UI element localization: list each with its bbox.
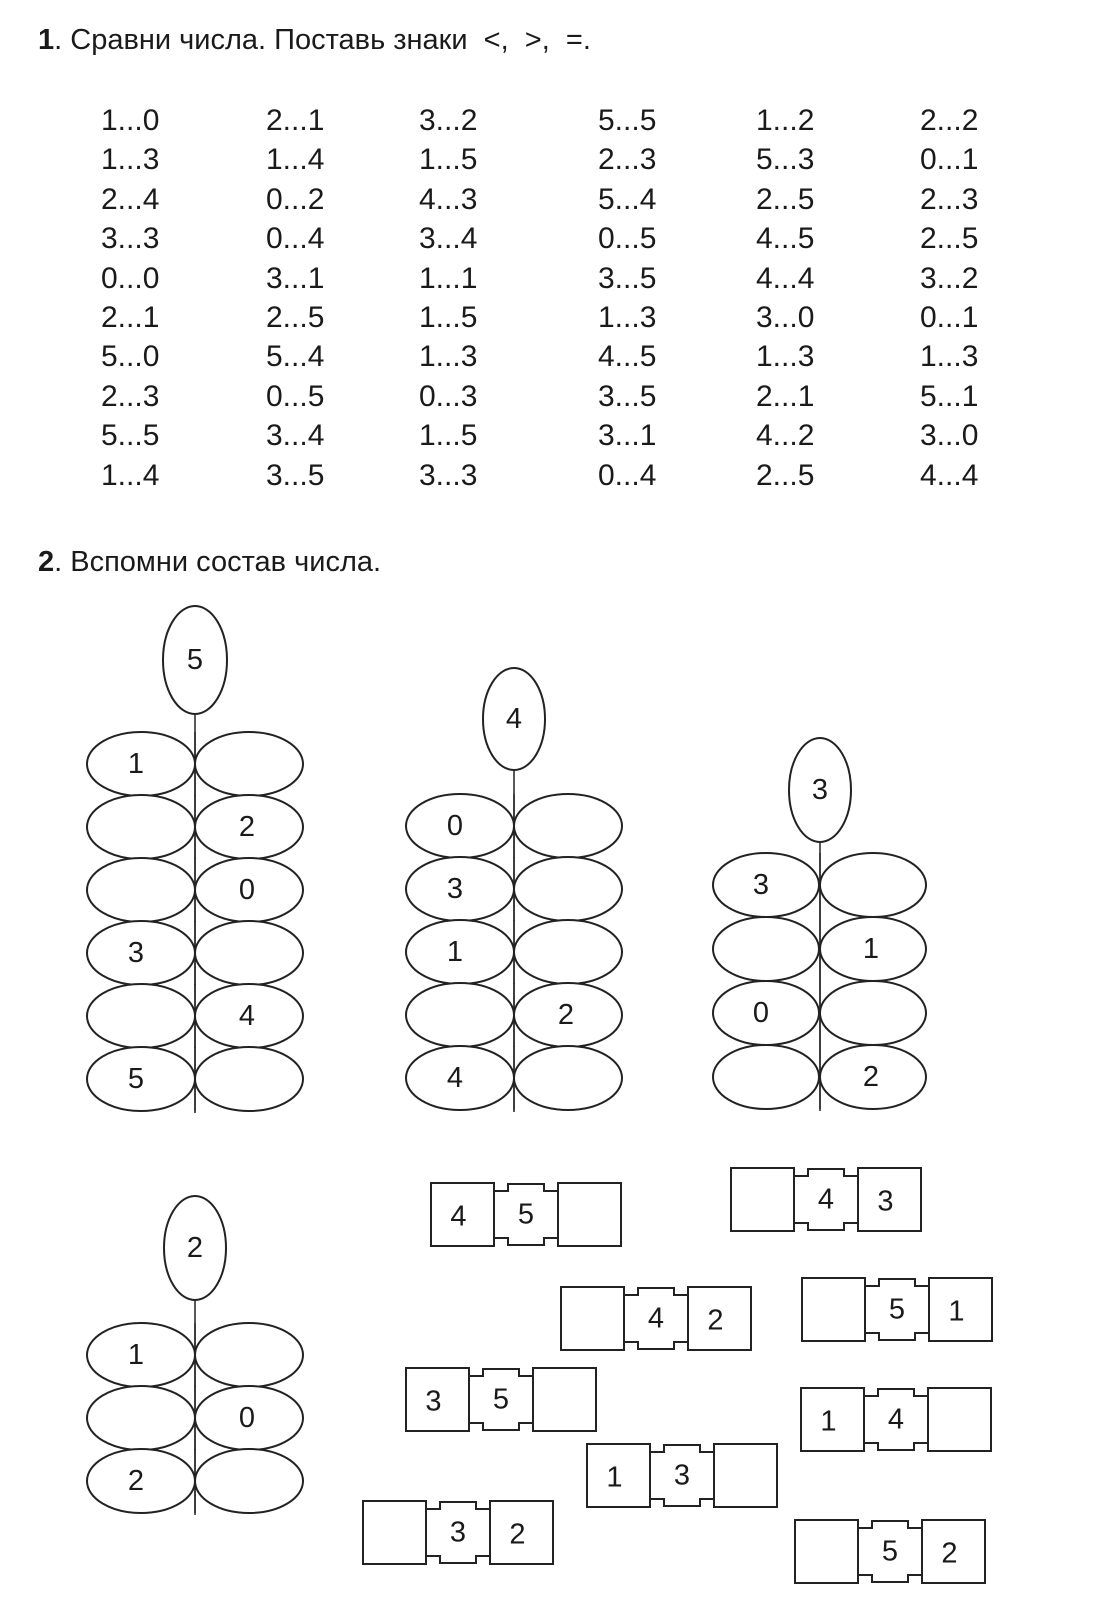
- leaf-left-oval[interactable]: [87, 858, 195, 922]
- number-puzzle: [802, 1278, 992, 1341]
- leaf-left-number: 2: [127, 1465, 145, 1497]
- comparison-item[interactable]: 2...3: [598, 143, 657, 177]
- puzzle-right-box[interactable]: [533, 1368, 596, 1431]
- puzzle-left-box[interactable]: [802, 1278, 865, 1341]
- number-puzzle: [561, 1287, 751, 1350]
- comparison-item[interactable]: 5...5: [101, 419, 160, 453]
- puzzle-left-number: 3: [425, 1385, 442, 1418]
- number-puzzle: [587, 1444, 777, 1507]
- puzzle-middle-number: 4: [817, 1183, 835, 1216]
- comparison-item[interactable]: 2...1: [756, 379, 815, 413]
- comparison-item[interactable]: 2...3: [101, 379, 160, 413]
- comparison-item[interactable]: 2...3: [920, 182, 979, 216]
- puzzle-middle-number: 3: [673, 1459, 691, 1492]
- comparison-item[interactable]: 1...5: [419, 300, 478, 334]
- leaf-left-number: 1: [446, 936, 464, 968]
- leaf-right-oval[interactable]: [514, 1046, 622, 1110]
- comparison-item[interactable]: 2...5: [266, 300, 325, 334]
- number-puzzle: [795, 1520, 985, 1583]
- comparison-item[interactable]: 4...4: [920, 458, 979, 492]
- comparison-item[interactable]: 3...4: [419, 222, 478, 256]
- leaf-right-oval[interactable]: [514, 857, 622, 921]
- number-tree: [406, 668, 622, 1112]
- leaf-left-oval[interactable]: [87, 984, 195, 1048]
- puzzle-middle-number: 5: [492, 1383, 510, 1416]
- puzzle-middle-number: 3: [449, 1516, 467, 1549]
- leaf-left-number: 1: [127, 1339, 145, 1371]
- leaf-right-oval[interactable]: [514, 920, 622, 984]
- puzzle-middle-number: 5: [517, 1198, 535, 1231]
- comparison-item[interactable]: 3...0: [920, 419, 979, 453]
- puzzle-left-box[interactable]: [363, 1501, 426, 1564]
- comparison-item[interactable]: 1...4: [266, 143, 325, 177]
- comparison-item[interactable]: 4...5: [598, 340, 657, 374]
- comparison-item[interactable]: 3...5: [598, 261, 657, 295]
- leaf-left-oval[interactable]: [713, 917, 819, 981]
- comparison-item[interactable]: 3...3: [419, 458, 478, 492]
- puzzle-middle-number: 5: [881, 1535, 899, 1568]
- comparison-item[interactable]: 5...0: [101, 340, 160, 374]
- comparison-item[interactable]: 2...1: [101, 300, 160, 334]
- comparison-item[interactable]: 3...2: [920, 261, 979, 295]
- task-2-text: . Вспомни состав числа.: [54, 546, 382, 578]
- comparison-item[interactable]: 5...3: [756, 143, 815, 177]
- comparison-item[interactable]: 4...5: [756, 222, 815, 256]
- leaf-left-oval[interactable]: [713, 1045, 819, 1109]
- puzzle-right-box[interactable]: [558, 1183, 621, 1246]
- comparison-item[interactable]: 2...2: [920, 104, 979, 137]
- tree-top-number: 2: [186, 1232, 204, 1264]
- puzzle-right-number: 2: [509, 1518, 526, 1551]
- puzzle-right-number: 2: [707, 1304, 724, 1337]
- leaf-right-oval[interactable]: [820, 853, 926, 917]
- comparison-item[interactable]: 0...5: [266, 379, 325, 413]
- comparison-item[interactable]: 3...5: [598, 379, 657, 413]
- leaf-left-number: 4: [446, 1062, 464, 1094]
- comparison-item[interactable]: 2...5: [756, 182, 815, 216]
- puzzle-right-box[interactable]: [714, 1444, 777, 1507]
- comparison-item[interactable]: 0...1: [920, 300, 979, 334]
- puzzle-left-number: 1: [820, 1405, 837, 1438]
- comparison-item[interactable]: 2...5: [756, 458, 815, 492]
- comparison-item[interactable]: 1...3: [101, 143, 160, 177]
- comparison-item[interactable]: 3...1: [266, 261, 325, 295]
- comparison-item[interactable]: 1...0: [101, 104, 160, 137]
- comparison-item[interactable]: 0...3: [419, 379, 478, 413]
- number-puzzle: [363, 1501, 553, 1564]
- leaf-right-number: 4: [238, 1000, 256, 1032]
- puzzle-right-number: 2: [941, 1537, 958, 1570]
- puzzle-left-box[interactable]: [561, 1287, 624, 1350]
- comparison-item[interactable]: 1...3: [419, 340, 478, 374]
- leaf-left-number: 0: [752, 997, 770, 1029]
- puzzle-right-number: 3: [877, 1185, 894, 1218]
- leaf-right-number: 2: [557, 999, 575, 1031]
- leaf-right-number: 0: [238, 1402, 256, 1434]
- number-puzzle: [431, 1183, 621, 1246]
- puzzle-left-box[interactable]: [795, 1520, 858, 1583]
- comparison-item[interactable]: 1...1: [419, 261, 478, 295]
- comparison-item[interactable]: 3...3: [101, 222, 160, 256]
- leaf-left-number: 1: [127, 748, 145, 780]
- tree-top-number: 4: [505, 703, 523, 735]
- number-puzzle: [406, 1368, 596, 1431]
- comparison-item[interactable]: 1...3: [756, 340, 815, 374]
- comparison-item[interactable]: 5...5: [598, 104, 657, 137]
- comparison-item[interactable]: 5...4: [266, 340, 325, 374]
- comparison-item[interactable]: 0...4: [598, 458, 657, 492]
- number-tree: [713, 738, 926, 1111]
- comparison-item[interactable]: 1...3: [920, 340, 979, 374]
- leaf-right-oval[interactable]: [195, 921, 303, 985]
- comparison-item[interactable]: 2...5: [920, 222, 979, 256]
- comparison-item[interactable]: 0...1: [920, 143, 979, 177]
- leaf-right-oval[interactable]: [195, 1323, 303, 1387]
- comparison-item[interactable]: 3...0: [756, 300, 815, 334]
- leaf-right-number: 2: [238, 811, 256, 843]
- comparison-item[interactable]: 5...4: [598, 182, 657, 216]
- comparison-item[interactable]: 4...4: [756, 261, 815, 295]
- leaf-right-oval[interactable]: [514, 794, 622, 858]
- task-1-text: . Сравни числа. Поставь знаки <, >, =.: [54, 24, 591, 56]
- comparison-item[interactable]: 1...5: [419, 419, 478, 453]
- puzzle-left-number: 4: [450, 1200, 467, 1233]
- comparison-item[interactable]: 3...2: [419, 104, 478, 137]
- number-tree: [87, 606, 303, 1113]
- tree-top-number: 3: [811, 774, 829, 806]
- leaf-right-oval[interactable]: [195, 1047, 303, 1111]
- leaf-right-number: 2: [862, 1061, 880, 1093]
- number-tree: [87, 1196, 303, 1515]
- comparison-item[interactable]: 3...5: [266, 458, 325, 492]
- puzzle-right-number: 1: [948, 1295, 965, 1328]
- puzzle-left-box[interactable]: [731, 1168, 794, 1231]
- puzzle-middle-number: 5: [888, 1293, 906, 1326]
- tree-top-number: 5: [186, 644, 204, 676]
- comparison-item[interactable]: 0...5: [598, 222, 657, 256]
- comparison-item[interactable]: 3...4: [266, 419, 325, 453]
- comparison-item[interactable]: 5...1: [920, 379, 979, 413]
- leaf-right-number: 1: [862, 933, 880, 965]
- comparison-item[interactable]: 1...5: [419, 143, 478, 177]
- puzzle-middle-number: 4: [647, 1302, 665, 1335]
- leaf-left-number: 3: [752, 869, 770, 901]
- comparison-item[interactable]: 0...4: [266, 222, 325, 256]
- comparison-item[interactable]: 2...4: [101, 182, 160, 216]
- leaf-left-number: 3: [127, 937, 145, 969]
- comparison-item[interactable]: 1...2: [756, 104, 815, 137]
- leaf-right-oval[interactable]: [820, 981, 926, 1045]
- leaf-left-oval[interactable]: [87, 1386, 195, 1450]
- leaf-left-oval[interactable]: [87, 795, 195, 859]
- comparison-item[interactable]: 4...2: [756, 419, 815, 453]
- leaf-right-oval[interactable]: [195, 1449, 303, 1513]
- leaf-left-number: 0: [446, 810, 464, 842]
- number-puzzle: [801, 1388, 991, 1451]
- leaf-left-oval[interactable]: [406, 983, 514, 1047]
- leaf-right-number: 0: [238, 874, 256, 906]
- comparison-item[interactable]: 2...1: [266, 104, 325, 137]
- leaf-left-number: 3: [446, 873, 464, 905]
- puzzle-middle-number: 4: [887, 1403, 905, 1436]
- comparison-item[interactable]: 1...4: [101, 458, 160, 492]
- comparison-item[interactable]: 0...0: [101, 261, 160, 295]
- comparison-item[interactable]: 3...1: [598, 419, 657, 453]
- comparison-item[interactable]: 4...3: [419, 182, 478, 216]
- task-1-number: 1: [38, 24, 55, 56]
- number-puzzle: [731, 1168, 921, 1231]
- puzzle-right-box[interactable]: [928, 1388, 991, 1451]
- comparison-item[interactable]: 1...3: [598, 300, 657, 334]
- puzzle-left-number: 1: [606, 1461, 623, 1494]
- leaf-right-oval[interactable]: [195, 732, 303, 796]
- task-2-number: 2: [38, 546, 55, 578]
- leaf-left-number: 5: [127, 1063, 145, 1095]
- comparison-item[interactable]: 0...2: [266, 182, 325, 216]
